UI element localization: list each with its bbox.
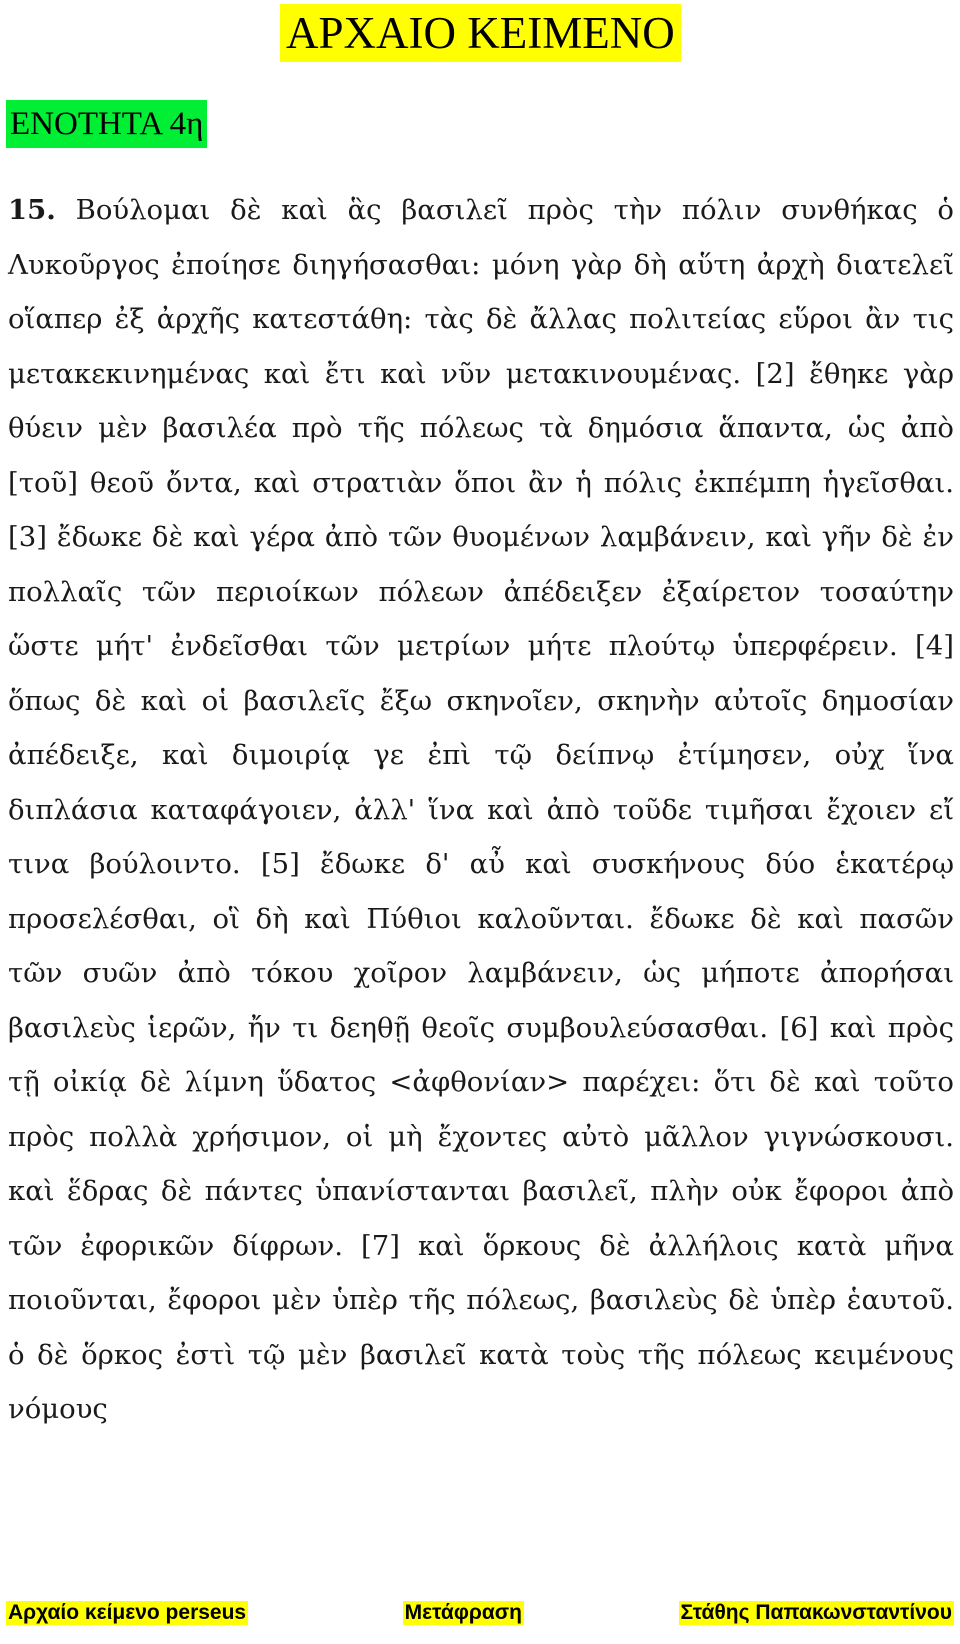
section-block bbox=[6, 100, 207, 148]
ancient-text-paragraph bbox=[8, 183, 954, 1437]
page-footer bbox=[6, 1598, 954, 1628]
page-title: ΑΡΧΑΙΟ ΚΕΙΜΕΝΟ bbox=[280, 4, 681, 62]
title-block bbox=[280, 4, 681, 62]
footer-author: Στάθης Παπακωνσταντίνου bbox=[680, 1601, 952, 1624]
footer-translation: Μετάφραση bbox=[404, 1601, 522, 1624]
paragraph-number: 15. bbox=[8, 194, 56, 226]
section-heading: ΕΝΟΤΗΤΑ 4η bbox=[6, 100, 207, 148]
footer-source: Αρχαίο κείμενο perseus bbox=[8, 1601, 247, 1624]
paragraph-body: Βούλομαι δὲ καὶ ἃς βασιλεῖ πρὸς τὴν πόλιν συνθήκας ὁ Λυκοῦργος ἐποίησε διηγήσασθαι: μόνη γὰρ δὴ αὕτη ἀρχὴ διατελεῖ οἵαπερ ἐξ ἀρχῆς κατεστάθη: τὰς δὲ ἄλλας πολιτείας εὕροι ἂν τις μετακεκινημένας καὶ ἔτι καὶ νῦν μετακινουμένας. [2] ἔθηκε γὰρ θύειν μὲν βασιλέα πρὸ τῆς πόλεως τὰ δημόσια ἅπαντα, ὡς ἀπὸ [τοῦ] θεοῦ ὄντα, καὶ στρατιὰν ὅποι ἂν ἡ πόλις ἐκπέμπη ἡγεῖσθαι. [3] ἔδωκε δὲ καὶ γέρα ἀπὸ τῶν θυομένων λαμβάνειν, καὶ γῆν δὲ ἐν πολλαῖς τῶν περιοίκων πόλεων ἀπέδειξεν ἐξαίρετον τοσαύτην ὥστε μήτ' ἐνδεῖσθαι τῶν μετρίων μήτε πλούτῳ ὑπερφέρειν. [4] ὅπως δὲ καὶ οἱ βασιλεῖς ἔξω σκηνοῖεν, σκηνὴν αὐτοῖς δημοσίαν ἀπέδειξε, καὶ διμοιρίᾳ γε ἐπὶ τῷ δείπνῳ ἐτίμησεν, οὐχ ἵνα διπλάσια καταφάγοιεν, ἀλλ' ἵνα καὶ ἀπὸ τοῦδε τιμῆσαι ἔχοιεν εἴ τινα βούλοιντο. [5] ἔδωκε δ' αὖ καὶ συσκήνους δύο ἑκατέρῳ προσελέσθαι, οἳ δὴ καὶ Πύθιοι καλοῦνται. ἔδωκε δὲ καὶ πασῶν τῶν συῶν ἀπὸ τόκου χοῖρον λαμβάνειν, ὡς μήποτε ἀπορήσαι βασιλεὺς ἱερῶν, ἤν τι δεηθῇ θεοῖς συμβουλεύσασθαι. [6] καὶ πρὸς τῇ οἰκίᾳ δὲ λίμνη ὕδατος <ἀφθονίαν> παρέχει: ὅτι δὲ καὶ τοῦτο πρὸς πολλὰ χρήσιμον, οἱ μὴ ἔχοντες αὐτὸ μᾶλλον γιγνώσκουσι. καὶ ἕδρας δὲ πάντες ὑπανίστανται βασιλεῖ, πλὴν οὐκ ἔφοροι ἀπὸ τῶν ἐφορικῶν δίφρων. [7] καὶ ὅρκους δὲ ἀλλήλοις κατὰ μῆνα ποιοῦνται, ἔφοροι μὲν ὑπὲρ τῆς πόλεως, βασιλεὺς δὲ ὑπὲρ ἑαυτοῦ. ὁ δὲ ὅρκος ἐστὶ τῷ μὲν βασιλεῖ κατὰ τοὺς τῆς πόλεως κειμένους νόμους bbox=[8, 194, 954, 1425]
